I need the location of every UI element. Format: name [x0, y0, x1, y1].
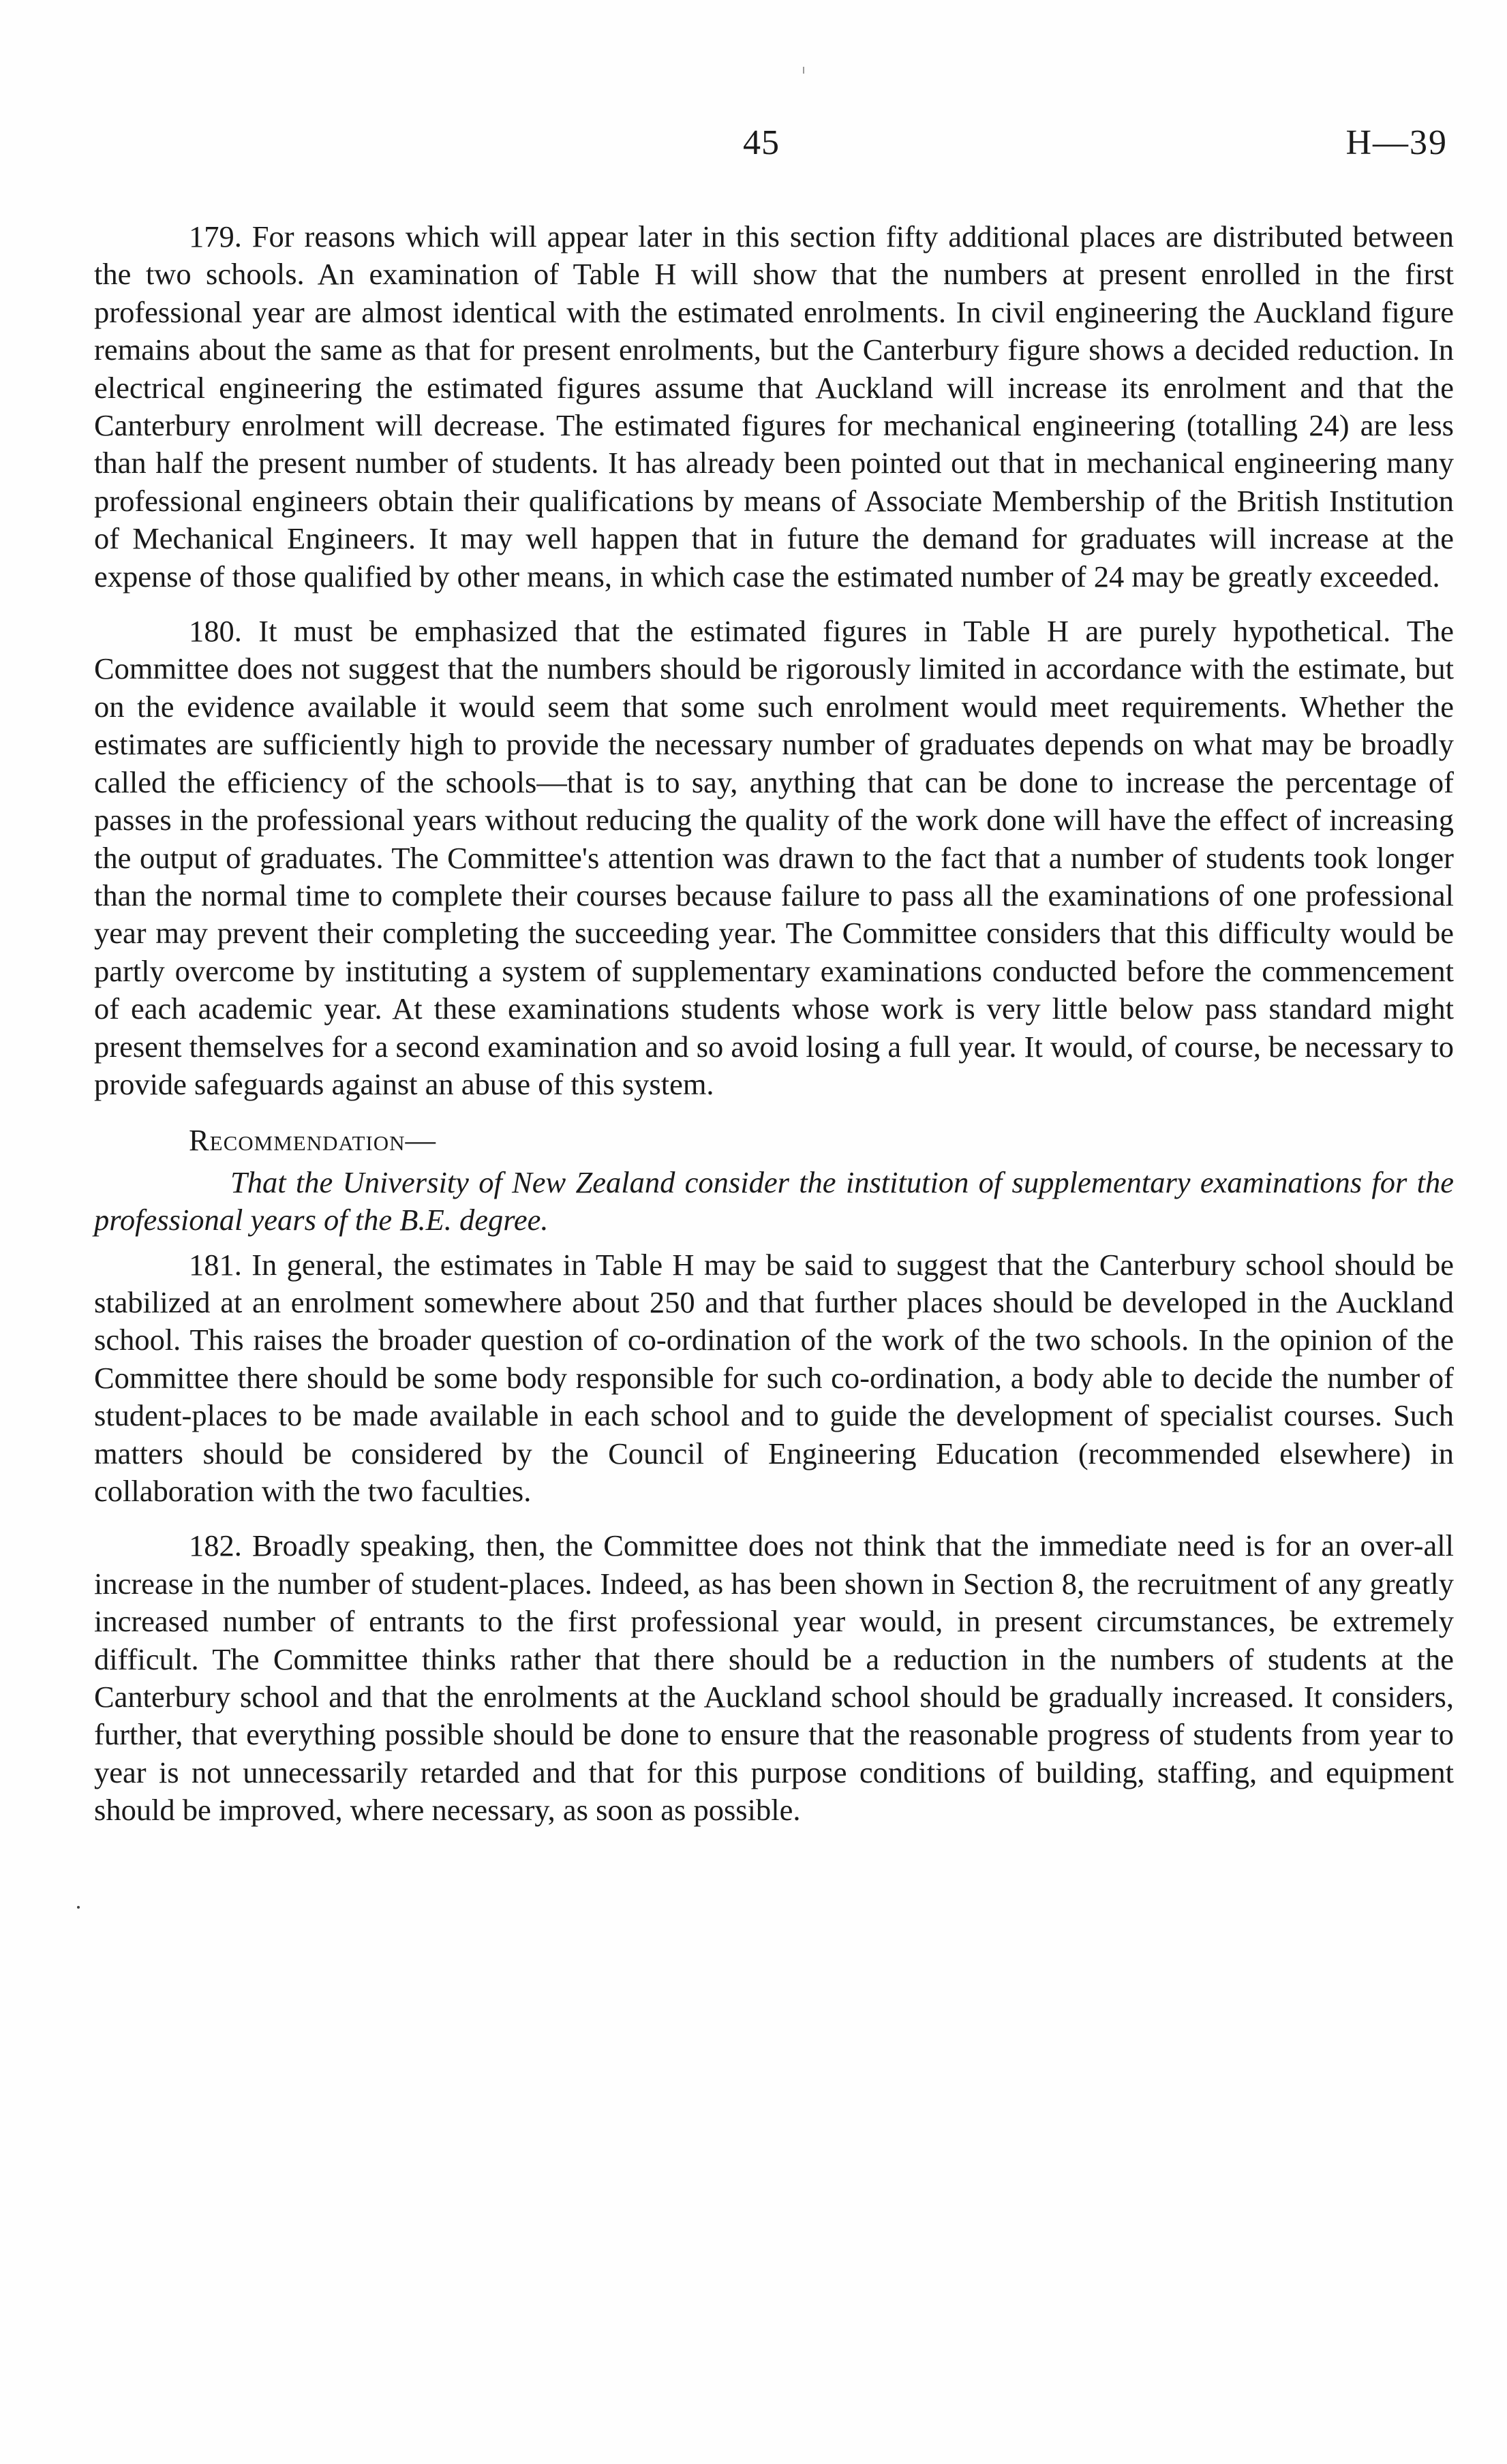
page-body	[94, 218, 1454, 1830]
paragraph-180: 180. It must be emphasized that the estimated figures in Table H are purely hypothetical. The Committee does not suggest that the numbers should be rigorously limited in accordance with the estimate, but on the evidence available it would seem that some such enrolment would meet requirements. Whether the estimates are sufficiently high to provide the necessary number of graduates depends on what may be broadly called the efficiency of the schools—that is to say, anything that can be done to increase the percentage of passes in the professional years without reducing the quality of the work done will have the effect of increasing the output of graduates. The Committee's attention was drawn to the fact that a number of students took longer than the normal time to complete their courses because failure to pass all the examinations of one professional year may prevent their completing the succeeding year. The Committee considers that this difficulty would be partly overcome by instituting a system of supplementary examinations conducted before the commencement of each academic year. At these examinations students whose work is very little below pass standard might present themselves for a second examination and so avoid losing a full year. It would, of course, be necessary to provide safeguards against an abuse of this system.	[94, 614, 1454, 1101]
recommendation-text: That the University of New Zealand consider the institution of supplementary examinations for the professional years of the B.E. degree.	[94, 1165, 1454, 1237]
scan-mark	[803, 67, 804, 74]
recommendation-heading: Recommendation—	[189, 1123, 437, 1158]
page-header	[0, 123, 1507, 177]
margin-dot	[77, 1906, 80, 1909]
document-reference: H—39	[1345, 123, 1448, 162]
page-number: 45	[743, 123, 780, 162]
paragraph-179: 179. For reasons which will appear later in this section fifty additional places are distributed between the two schools. An examination of Table H will show that the numbers at present enrolled in the first professional year are almost identical with the estimated enrolments. In civil engineering the Auckland figure remains about the same as that for present enrolments, but the Canterbury figure shows a decided reduction. In electrical engineering the estimated figures assume that Auckland will increase its enrolment and that the Canterbury enrolment will decrease. The estimated figures for mechanical engineering (totalling 24) are less than half the present number of students. It has already been pointed out that in mechanical engineering many professional engineers obtain their qualifications by means of Associate Membership of the British Institution of Mechanical Engineers. It may well happen that in future the demand for graduates will increase at the expense of those qualified by other means, in which case the estimated number of 24 may be greatly exceeded.	[94, 219, 1454, 594]
paragraph-181: 181. In general, the estimates in Table H may be said to suggest that the Canterbury school should be stabilized at an enrolment somewhere about 250 and that further places should be developed in the Auckland school. This raises the broader question of co-ordination of the work of the two schools. In the opinion of the Committee there should be some body responsible for such co-ordination, a body able to decide the number of student-places to be made available in each school and to guide the development of specialist courses. Such matters should be considered by the Council of Engineering Education (recommended elsewhere) in collaboration with the two faculties.	[94, 1247, 1454, 1508]
paragraph-182: 182. Broadly speaking, then, the Committee does not think that the immediate need is for an over-all increase in the number of student-places. Indeed, as has been shown in Section 8, the recruitment of any greatly increased number of entrants to the first professional year would, in present circumstances, be extremely difficult. The Committee thinks rather that there should be a reduction in the numbers of students at the Canterbury school and that the enrolments at the Auckland school should be gradually increased. It considers, further, that everything possible should be done to ensure that the reasonable progress of students from year to year is not unnecessarily retarded and that for this purpose conditions of building, staffing, and equipment should be improved, where necessary, as soon as possible.	[94, 1528, 1454, 1828]
